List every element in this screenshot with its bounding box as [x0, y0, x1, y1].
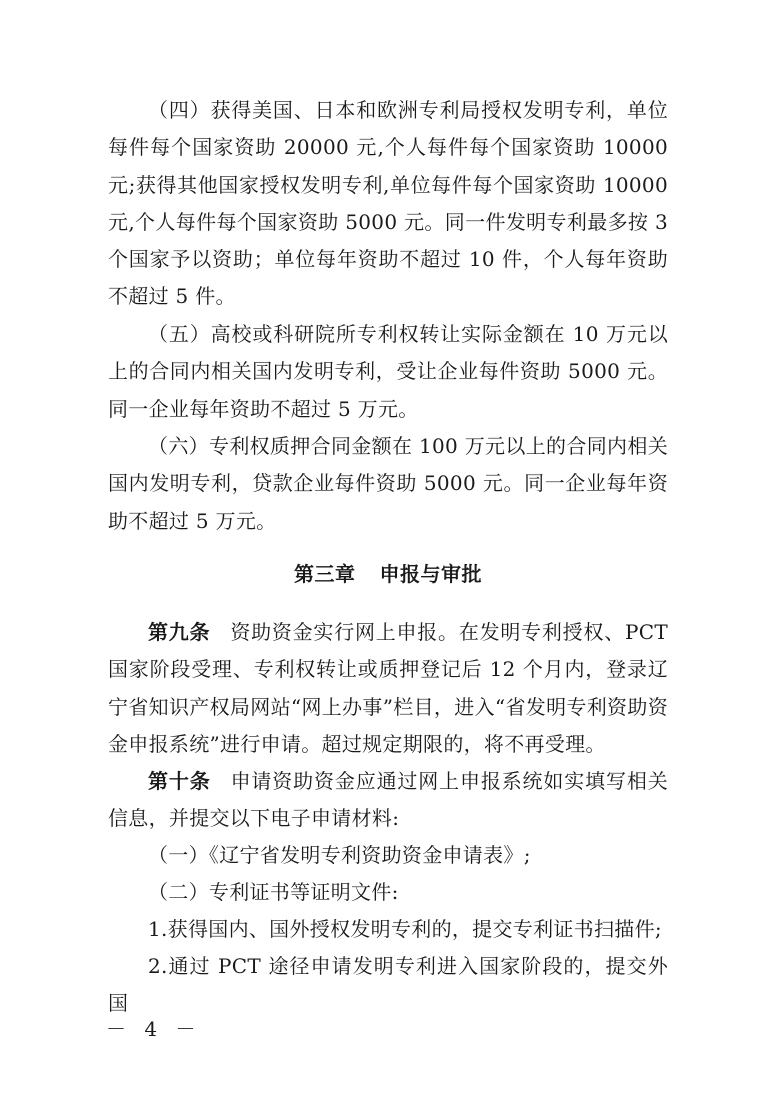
article-10-text: 申请资助资金应通过网上申报系统如实填写相关信息，并提交以下电子申请材料:	[108, 769, 668, 831]
paragraph-item-4: （四）获得美国、日本和欧洲专利局授权发明专利，单位每件每个国家资助 20000 元,个人每件每个国家资助 10000 元;获得其他国家授权发明专利,单位每件每个国家资助 10000 元,个人每件每个国家资助 5000 元。同一件发明专利最多按 3 个国家予以资助；单位每年资助不超过 10 件，个人每年资助不超过 5 件。	[108, 98, 668, 309]
page-number: － 4 －	[106, 1017, 202, 1041]
article-9-label: 第九条	[148, 620, 211, 644]
paragraph-item-6: （六）专利权质押合同金额在 100 万元以上的合同内相关国内发明专利，贷款企业每件资助 5000 元。同一企业每年资助不超过 5 万元。	[108, 434, 668, 533]
article-10	[108, 763, 668, 838]
chapter-number: 第三章	[294, 562, 356, 586]
paragraph-item-5: （五）高校或科研院所专利权转让实际金额在 10 万元以上的合同内相关国内发明专利，受让企业每件资助 5000 元。同一企业每年资助不超过 5 万元。	[108, 322, 668, 421]
sub-item-1: 1.获得国内、国外授权发明专利的，提交专利证书扫描件;	[148, 917, 662, 941]
chapter-heading	[108, 556, 668, 593]
list-item-certificates: （二）专利证书等证明文件:	[148, 880, 399, 904]
list-item-application-form: （一）《辽宁省发明专利资助资金申请表》;	[148, 843, 531, 867]
sub-item-2: 2.通过 PCT 途径申请发明专利进入国家阶段的，提交外国	[108, 954, 668, 1016]
article-9	[108, 614, 668, 763]
article-9-text: 资助资金实行网上申报。在发明专利授权、PCT 国家阶段受理、专利权转让或质押登记后 12 个月内，登录辽宁省知识产权局网站“网上办事”栏目，进入“省发明专利资助资金申报系统”进行申请。超过规定期限的，将不再受理。	[108, 620, 669, 756]
article-10-label: 第十条	[148, 769, 211, 793]
chapter-title: 申报与审批	[379, 562, 482, 586]
